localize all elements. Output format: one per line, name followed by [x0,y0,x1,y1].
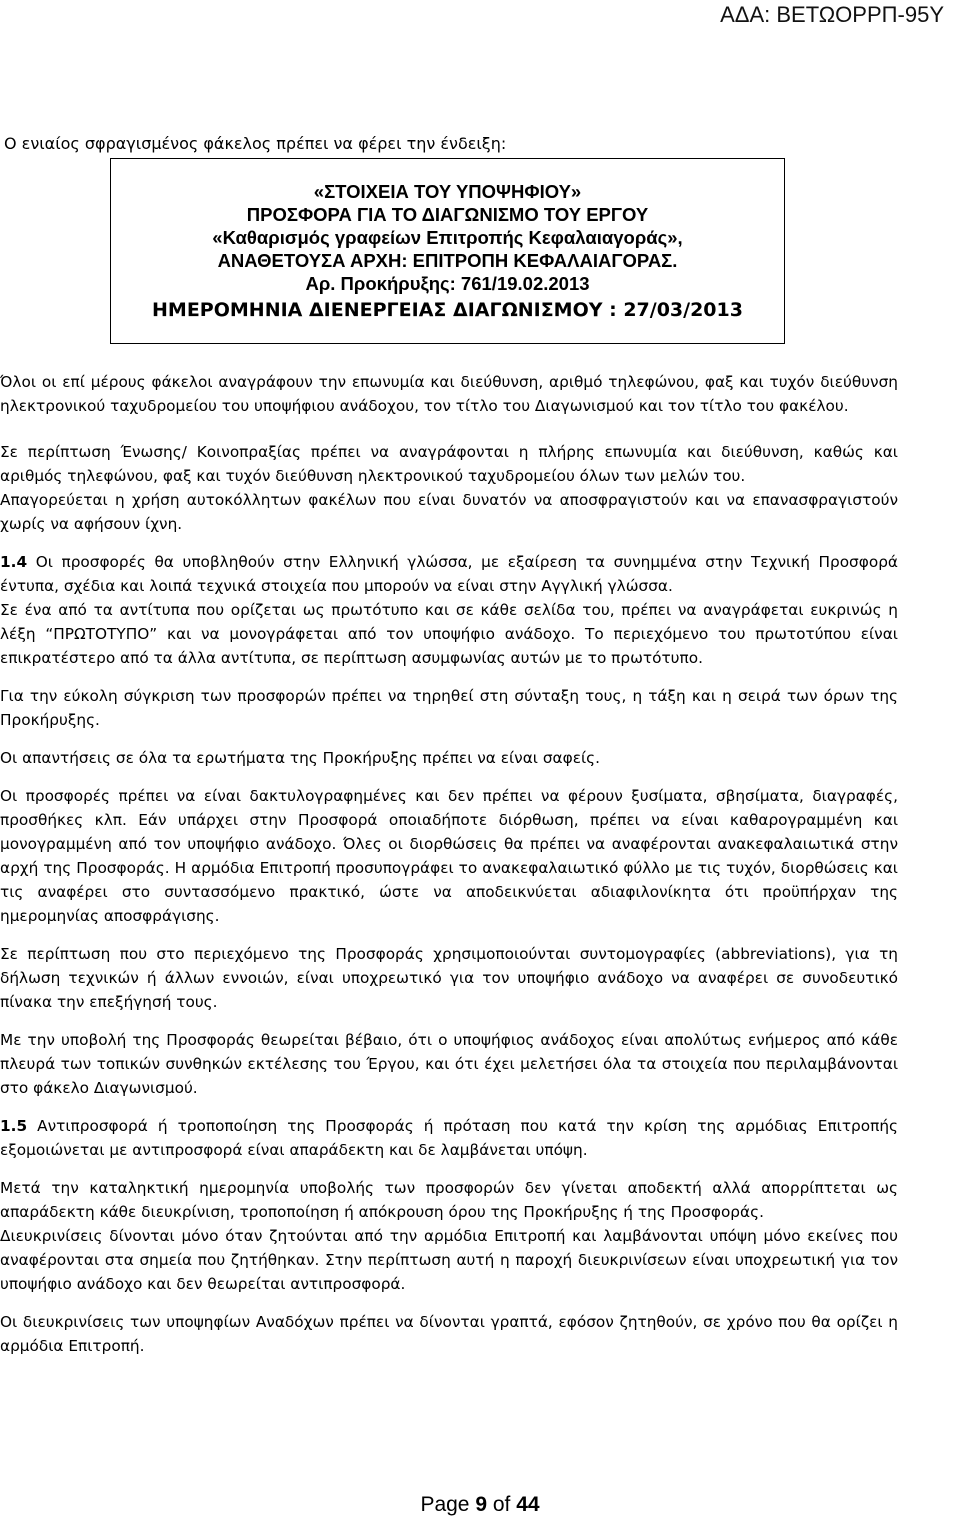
section-number: 1.5 [0,1117,28,1135]
box-line-authority: ΑΝΑΘΕΤΟΥΣΑ ΑΡΧΗ: ΕΠΙΤΡΟΠΗ ΚΕΦΑΛΑΙΑΓΟΡΑΣ. [217,250,678,271]
paragraph-abbreviations: Σε περίπτωση που στο περιεχόμενο της Προσφοράς χρησιμοποιούνται συντομογραφίες (abbreviations), για τη δήλωση τεχνικών ή άλλων εννοιών, είναι υποχρεωτικό για τον υποψήφιο ανάδοχο να αναφέρει σε συνοδευτικό πίνακα την επεξήγησή τους. [0,945,898,1011]
section-number: 1.4 [0,553,28,571]
paragraph-answers: Οι απαντήσεις σε όλα τα ερωτήματα της Προκήρυξης πρέπει να είναι σαφείς. [0,749,600,767]
ada-code: ΑΔΑ: ΒΕΤΩΟΡΡΠ-95Υ [720,2,944,27]
paragraph-counteroffer [0,1114,898,1162]
envelope-label-box [110,158,785,344]
paragraph-comparison: Για την εύκολη σύγκριση των προσφορών πρέπει να τηρηθεί στη σύνταξη τους, η τάξη και η σειρά των όρων της Προκήρυξης. [0,687,898,729]
paragraph-text: Οι προσφορές θα υποβληθούν στην Ελληνική γλώσσα, με εξαίρεση τα συνημμένα στην Τεχνική Προσφορά έντυπα, σχέδια και λοιπά τεχνικά στοιχεία που μπορούν να είναι στην Αγγλική γλώσσα. [0,553,898,595]
current-page: 9 [475,1493,488,1516]
page-label: Page [420,1493,476,1516]
box-line-candidate: «ΣΤΟΙΧΕΙΑ ΤΟΥ ΥΠΟΨΗΦΙΟΥ» [313,181,582,202]
paragraph-consortium: Σε περίπτωση Ένωσης/ Κοινοπραξίας πρέπει να αναγράφονται η πλήρης επωνυμία και διεύθυνση, καθώς και αριθμός τηλεφώνου, φαξ και τυχόν διεύθυνση ηλεκτρονικού ταχυδρομείου όλων των μελών του. [0,443,898,485]
paragraph-language [0,550,898,598]
paragraph-original-copy: Σε ένα από τα αντίτυπα που ορίζεται ως πρωτότυπο και σε κάθε σελίδα του, πρέπει να αναγράφεται ευκρινώς η λέξη “ΠΡΩΤΟΤΥΠΟ” και να μονογράφεται από τον υποψήφιο ανάδοχο. Το περιεχόμενο του πρωτοτύπου είναι επικρατέστερο από τα άλλα αντίτυπα, σε περίπτωση ασυμφωνίας αυτών με το πρωτότυπο. [0,601,898,667]
total-pages: 44 [516,1493,540,1516]
paragraph-typed-offers: Οι προσφορές πρέπει να είναι δακτυλογραφημένες και δεν πρέπει να φέρουν ξυσίματα, σβησίματα, διαγραφές, προσθήκες κλπ. Εάν υπάρχει στην Προσφορά οποιαδήποτε διόρθωση, πρέπει να είναι καθαρογραμμένη και μονογραμμένη από τον υποψήφιο ανάδοχο. Όλες οι διορθώσεις θα πρέπει να αναφέρονται ανακεφαλαιωτικά στην αρχή της Προσφοράς. Η αρμόδια Επιτροπή προσυπογράφει το ανακεφαλαιωτικό φύλλο με τις τυχόν, διορθώσεις και τις αναφέρει στο συντασσόμενο πρακτικό, ώστε να αποδεικνύεται αδιαφιλονίκητα ότι προϋπήρχαν της ημερομηνίας αποσφράγισης. [0,787,898,925]
page-of-label: of [487,1493,517,1516]
paragraph-deadline: Μετά την καταληκτική ημερομηνία υποβολής των προσφορών δεν γίνεται αποδεκτή αλλά απορρίπτεται ως απαράδεκτη κάθε διευκρίνιση, τροποποίηση ή απόκρουση όρου της Προκήρυξης ή της Προσφοράς. [0,1179,898,1221]
box-line-offer: ΠΡΟΣΦΟΡΑ ΓΙΑ ΤΟ ΔΙΑΓΩΝΙΣΜΟ ΤΟΥ ΕΡΓΟΥ [246,204,649,225]
box-line-project: «Καθαρισμός γραφείων Επιτροπής Κεφαλαιαγοράς», [212,227,683,248]
page-number [0,1493,960,1517]
paragraph-awareness: Με την υποβολή της Προσφοράς θεωρείται βέβαιο, ότι ο υποψήφιος ανάδοχος είναι απολύτως ενήμερος από κάθε πλευρά των τοπικών συνθηκών εκτέλεσης του Έργου, και ότι έχει μελετήσει όλα τα στοιχεία που περιλαμβάνονται στο φάκελο Διαγωνισμού. [0,1031,898,1097]
envelope-instruction: Ο ενιαίος σφραγισμένος φάκελος πρέπει να φέρει την ένδειξη: [4,134,507,153]
paragraph-envelopes: Όλοι οι επί μέρους φάκελοι αναγράφουν την επωνυμία και διεύθυνση, αριθμό τηλεφώνου, φαξ και τυχόν διεύθυνση ηλεκτρονικού ταχυδρομείου του υποψήφιου ανάδοχου, τον τίτλο του Διαγωνισμού και τον τίτλο του φακέλου. [0,373,898,415]
paragraph-clarifications: Διευκρινίσεις δίνονται μόνο όταν ζητούνται από την αρμόδια Επιτροπή και λαμβάνονται υπόψη μόνο εκείνες που αναφέρονται στα σημεία που ζητήθηκαν. Στην περίπτωση αυτή η παροχή διευκρινίσεων είναι υποχρεωτική για τον υποψήφιο ανάδοχο και δεν θεωρείται αντιπροσφορά. [0,1227,898,1293]
paragraph-written-clarifications: Οι διευκρινίσεις των υποψηφίων Αναδόχων πρέπει να δίνονται γραπτά, εφόσον ζητηθούν, σε χρόνο που θα ορίζει η αρμόδια Επιτροπή. [0,1313,898,1355]
paragraph-text: Αντιπροσφορά ή τροποποίηση της Προσφοράς ή πρόταση που κατά την κρίση της αρμόδιας Επιτροπής εξομοιώνεται με αντιπροσφορά είναι απαράδεκτη και δε λαμβάνεται υπόψη. [0,1117,898,1159]
paragraph-adhesive-envelopes: Απαγορεύεται η χρήση αυτοκόλλητων φακέλων που είναι δυνατόν να αποσφραγιστούν και να επανασφραγιστούν χωρίς να αφήσουν ίχνη. [0,491,898,533]
box-line-notice-number: Αρ. Προκήρυξης: 761/19.02.2013 [305,273,590,294]
envelope-label-text [111,180,784,322]
document-body [0,370,898,1358]
box-line-tender-date: ΗΜΕΡΟΜΗΝΙΑ ΔΙΕΝΕΡΓΕΙΑΣ ΔΙΑΓΩΝΙΣΜΟΥ : 27/03/2013 [152,299,743,321]
